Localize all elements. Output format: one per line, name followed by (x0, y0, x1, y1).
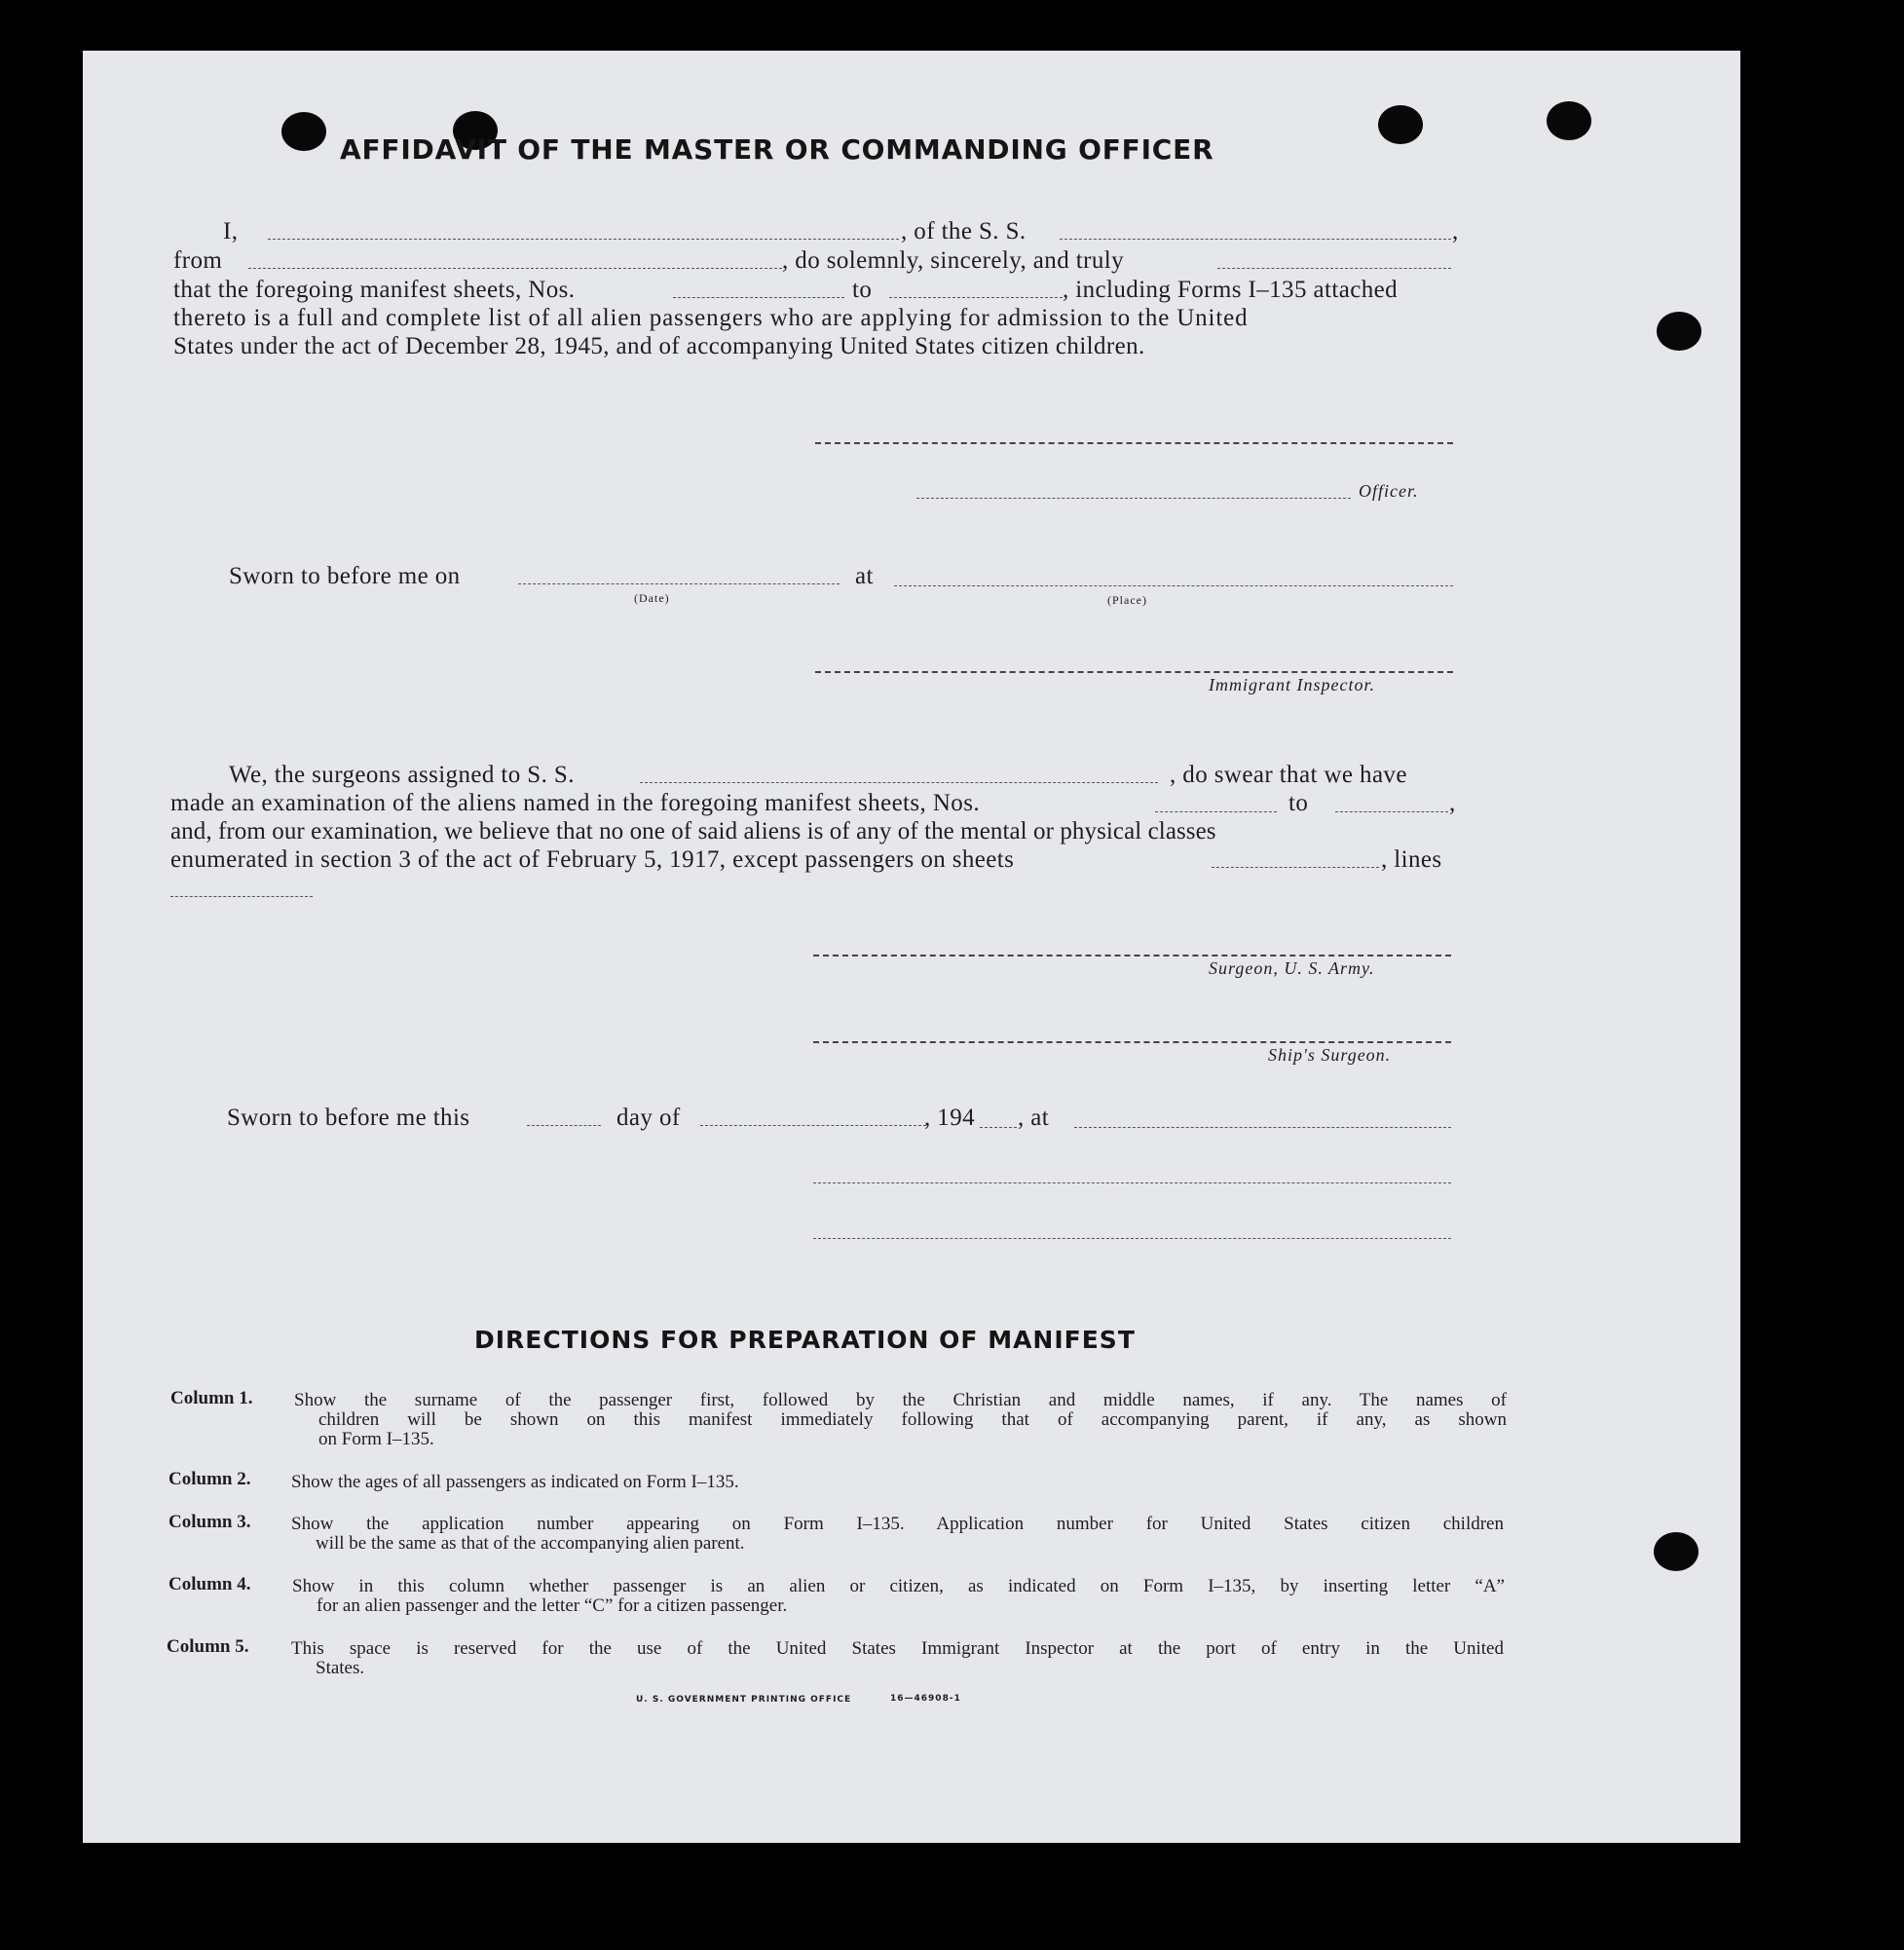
column-1-line-1: Show the surname of the passenger first, followed by the Christian and middle names, if any. The names of (294, 1390, 1507, 1410)
punch-hole (1547, 101, 1591, 140)
sworn-day-blank[interactable] (527, 1125, 601, 1126)
affidavit-l1c: , (1452, 218, 1459, 244)
oath-blank[interactable] (1217, 268, 1451, 269)
sworn-day-of: day of (616, 1105, 681, 1131)
official-signature-line[interactable] (813, 1182, 1451, 1183)
official-title-line[interactable] (813, 1238, 1451, 1239)
affidavit-l1a: I, (223, 218, 239, 244)
column-3-label: Column 3. (168, 1512, 251, 1532)
surgeons-l4a: enumerated in section 3 of the act of February 5, 1917, except passengers on sheets (170, 846, 1015, 873)
column-4-text (292, 1577, 1505, 1616)
sworn-at: at (855, 563, 874, 589)
column-3-line-1: Show the application number appearing on Form I–135. Application number for United States citizen children (291, 1514, 1504, 1534)
affidavit-l3b: to (852, 277, 873, 303)
date-caption: (Date) (634, 591, 670, 605)
sheet-to-blank[interactable] (889, 297, 1063, 298)
sworn-at-2: , at (1018, 1105, 1050, 1131)
except-lines-blank[interactable] (170, 896, 313, 897)
except-sheets-blank[interactable] (1212, 867, 1379, 868)
officer-caption: Officer. (1359, 481, 1419, 501)
form-number: 16—46908-1 (890, 1694, 961, 1704)
place-caption: (Place) (1107, 593, 1147, 607)
printing-office: U. S. GOVERNMENT PRINTING OFFICE (636, 1695, 852, 1705)
column-2-text (291, 1473, 1504, 1492)
surgeons-l1a: We, the surgeons assigned to S. S. (229, 762, 575, 788)
surgeon-ship-blank[interactable] (640, 782, 1158, 783)
sworn-month-blank[interactable] (700, 1125, 926, 1126)
column-5-text (291, 1639, 1504, 1678)
surgeons-l2b: to (1288, 790, 1309, 816)
column-1-label: Column 1. (170, 1388, 253, 1408)
officer-signature-line[interactable] (815, 442, 1453, 444)
column-2-label: Column 2. (168, 1469, 251, 1489)
affidavit-l2b: , do solemnly, sincerely, and truly (782, 247, 1124, 274)
ship-name-blank[interactable] (1060, 239, 1451, 240)
surgeon-sheet-to-blank[interactable] (1335, 811, 1448, 812)
army-surgeon-signature-line[interactable] (813, 955, 1451, 956)
ship-surgeon-signature-line[interactable] (813, 1041, 1451, 1043)
punch-hole (1657, 312, 1701, 351)
affidavit-l3c: , including Forms I–135 attached (1063, 277, 1398, 303)
punch-hole (281, 112, 326, 151)
affidavit-l2a: from (173, 247, 223, 274)
column-1-line-2: children will be shown on this manifest immediately following that of accompanying parent, if any, as shown (318, 1409, 1507, 1430)
affidavit-l1b: , of the S. S. (901, 218, 1027, 244)
column-1-text (294, 1391, 1507, 1449)
sworn-before-me-this: Sworn to before me this (227, 1105, 470, 1131)
officer-title-line[interactable] (916, 498, 1351, 499)
surgeon-sheet-from-blank[interactable] (1155, 811, 1277, 812)
army-surgeon-caption: Surgeon, U. S. Army. (1209, 958, 1375, 978)
sheet-from-blank[interactable] (673, 297, 844, 298)
surgeons-l4b: , lines (1381, 846, 1442, 873)
column-5-line-1: This space is reserved for the use of the United States Immigrant Inspector at the port of entry in the United (291, 1638, 1504, 1659)
affidavit-l5: States under the act of December 28, 1945, and of accompanying United States citizen children. (173, 333, 1145, 359)
sworn-year: , 194 (924, 1105, 975, 1131)
surgeons-l3: and, from our examination, we believe that no one of said aliens is of any of the mental or physical classes (170, 818, 1216, 844)
master-name-blank[interactable] (268, 239, 899, 240)
column-5-line-2: States. (316, 1658, 365, 1678)
sworn-year-blank[interactable] (980, 1127, 1017, 1128)
surgeons-l2c: , (1449, 790, 1456, 816)
column-4-line-1: Show in this column whether passenger is an alien or citizen, as indicated on Form I–135, by inserting letter “A” (292, 1576, 1505, 1596)
column-1-line-3: on Form I–135. (318, 1429, 434, 1449)
affidavit-l4: thereto is a full and complete list of all alien passengers who are applying for admission to the United (173, 305, 1249, 331)
surgeons-l1b: , do swear that we have (1170, 762, 1407, 788)
surgeons-l2a: made an examination of the aliens named in the foregoing manifest sheets, Nos. (170, 790, 980, 816)
punch-hole (1378, 105, 1423, 144)
inspector-signature-line[interactable] (815, 671, 1453, 673)
page-title: AFFIDAVIT OF THE MASTER OR COMMANDING OFFICER (340, 133, 1214, 166)
column-3-text (291, 1515, 1504, 1554)
column-3-line-2: will be the same as that of the accompanying alien parent. (316, 1533, 745, 1554)
ship-surgeon-caption: Ship's Surgeon. (1268, 1045, 1392, 1065)
form-sheet (83, 51, 1740, 1843)
sworn-date-blank[interactable] (518, 583, 840, 584)
column-5-label: Column 5. (167, 1636, 249, 1657)
column-4-label: Column 4. (168, 1574, 251, 1594)
punch-hole (1654, 1532, 1699, 1571)
inspector-caption: Immigrant Inspector. (1209, 675, 1375, 694)
column-2-line-1: Show the ages of all passengers as indicated on Form I–135. (291, 1472, 739, 1492)
directions-title: DIRECTIONS FOR PREPARATION OF MANIFEST (474, 1326, 1136, 1354)
sworn-place-blank[interactable] (894, 585, 1453, 586)
affidavit-l3a: that the foregoing manifest sheets, Nos. (173, 277, 576, 303)
sworn-place-2-blank[interactable] (1074, 1127, 1451, 1128)
sworn-before-me-on: Sworn to before me on (229, 563, 461, 589)
from-port-blank[interactable] (248, 268, 782, 269)
column-4-line-2: for an alien passenger and the letter “C” for a citizen passenger. (317, 1595, 788, 1616)
